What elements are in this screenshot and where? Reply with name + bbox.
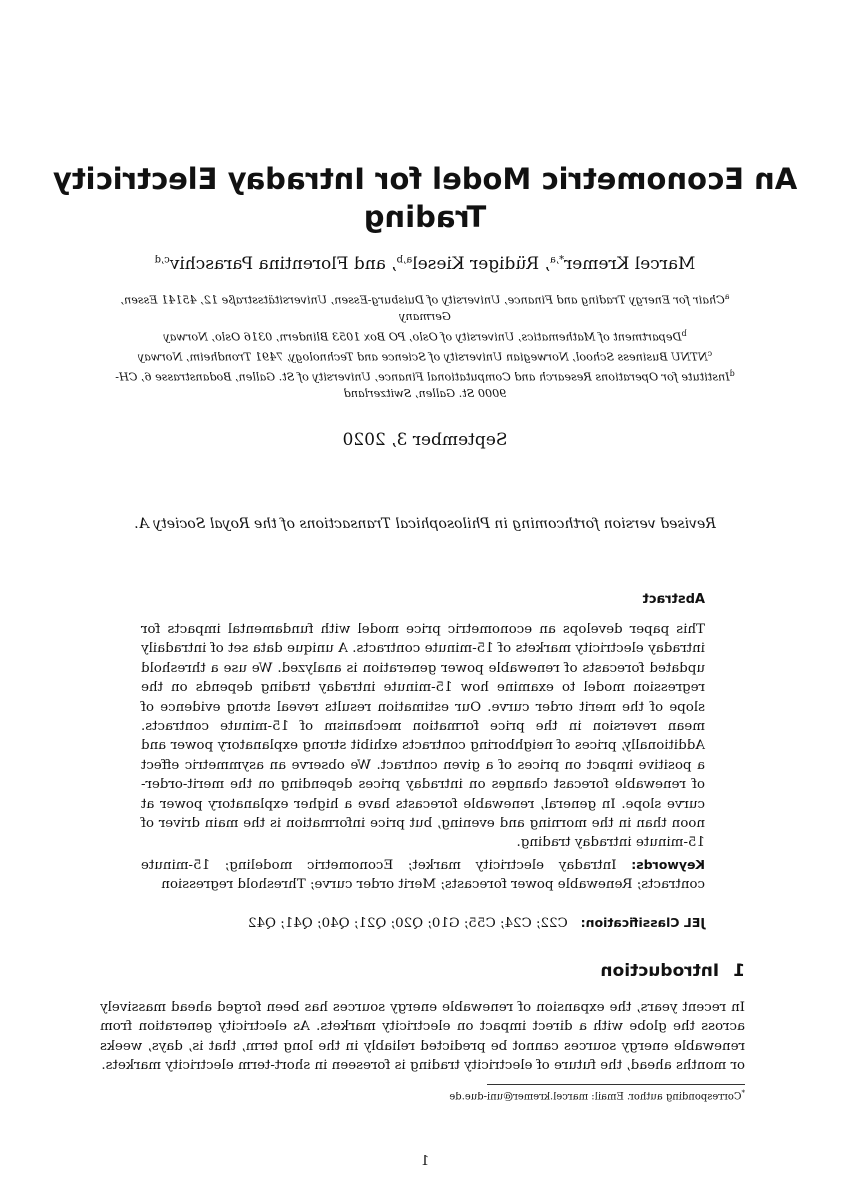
author-name: Marcel Kremer <box>564 254 696 274</box>
author-separator: , and <box>348 254 397 274</box>
author-list <box>0 254 850 274</box>
affiliation-item <box>105 289 745 326</box>
author-name: Rüdiger Kiesel <box>412 254 540 274</box>
affiliation-list <box>105 289 745 403</box>
jel-classification <box>141 915 705 931</box>
section-number: 1 <box>733 961 745 981</box>
revised-note-text: Revised version forthcoming in Philosophical Transactions of the Royal Society A. <box>134 516 716 532</box>
footnote-rule <box>487 1084 745 1085</box>
author-name: Florentina Paraschiv <box>169 254 349 274</box>
author-affiliation-mark: *,a <box>549 254 565 266</box>
affiliation-mark: d <box>729 369 735 379</box>
section-title: Introduction <box>600 961 720 981</box>
affiliation-mark: b <box>681 328 687 338</box>
paper-date: September 3, 2020 <box>342 430 508 450</box>
revised-note <box>0 516 850 532</box>
affiliation-item <box>105 346 745 366</box>
jel-codes: C22; C24; C55; G10; Q20; Q21; Q40; Q41; Q42 <box>247 916 568 931</box>
affiliation-text: Institute for Operations Research and Computational Finance, University of St. Gallen, Bodanstrasse 6, CH-9000 St. Gallen, Switzerland <box>115 370 730 401</box>
affiliation-item <box>105 326 745 346</box>
affiliation-text: Chair for Energy Trading and Finance, University of Duisburg-Essen, Universitätsstraße 12, 45141 Essen, Germany <box>120 293 725 324</box>
jel-label: JEL Classification: <box>580 915 705 930</box>
abstract-heading: Abstract <box>642 592 705 607</box>
footnote <box>95 1089 745 1102</box>
paper-title: An Econometric Model for Intraday Electricity Trading <box>52 162 798 234</box>
affiliation-mark: c <box>707 348 713 358</box>
author-affiliation-mark: a,b <box>396 254 413 266</box>
affiliation-mark: a <box>724 292 730 301</box>
footnote-mark: * <box>741 1089 745 1097</box>
page-number: 1 <box>420 1154 430 1169</box>
affiliation-text: NTNU Business School, Norwegian University of Science and Technology, 7491 Trondheim, Norway <box>137 350 708 364</box>
section-heading <box>95 961 745 981</box>
abstract-body: This paper develops an econometric price model with fundamental impacts for intraday electricity markets of 15-minute contracts. A unique data set of intradaily updated forecasts of renewable power generation is analyzed. We use a threshold regression model to examine how 15-minute intraday trading depends on the slope of the merit order curve. Our estimation results reveal strong evidence of mean reversion in the price formation mechanism of 15-minute contracts. Additionally, prices of neighboring contracts exhibit strong explanatory power and a positive impact on prices of a given contract. We observe an asymmetric effect of renewable forecast changes on intraday prices depending on the merit-order-curve slope. In general, renewable forecasts have a higher explanatory power at noon than in the morning and evening, but price information is the main driver of 15-minute intraday trading. <box>141 622 705 851</box>
keywords <box>141 855 705 895</box>
footnote-text: Corresponding author. Email: marcel.kremer@uni-due.de <box>449 1091 742 1103</box>
intro-paragraph: In recent years, the expansion of renewable energy sources has been forged ahead massively across the globe with a direct impact on electricity markets. As electricity generation from renewable energy sources cannot be predicted reliably in the long term, that is, days, weeks or months ahead, the future of electricity trading is foreseen in short-term electricity markets. <box>100 1000 745 1073</box>
keywords-text: Intraday electricity market; Econometric modeling; 15-minute contracts; Renewable power forecasts; Merit order curve; Threshold regression <box>140 858 705 893</box>
author-separator: , <box>539 254 550 274</box>
affiliation-item <box>105 366 745 403</box>
author-affiliation-mark: c,d <box>154 254 170 266</box>
keywords-label: Keywords: <box>631 857 705 872</box>
affiliation-text: Department of Mathematics, University of Oslo, PO Box 1053 Blindern, 0316 Oslo, Norway <box>163 330 682 344</box>
